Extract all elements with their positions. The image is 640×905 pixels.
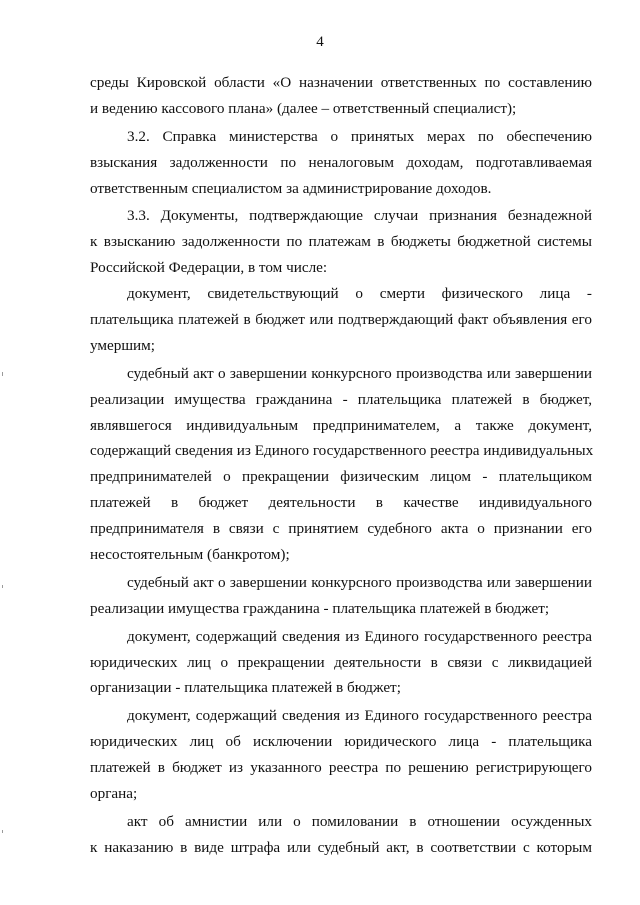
text-line: являвшегося индивидуальным предпринимателем, а также документ, <box>90 416 592 434</box>
text-line: умершим; <box>90 336 155 354</box>
text-line: предпринимателя в связи с принятием судебного акта о признании его <box>90 520 592 538</box>
text-line: 3.2. Справка министерства о принятых мерах по обеспечению <box>127 127 592 145</box>
text-line: реализации имущества гражданина - плательщика платежей в бюджет, <box>90 390 592 408</box>
text-line: организации - плательщика платежей в бюджет; <box>90 679 401 697</box>
text-line: документ, содержащий сведения из Единого государственного реестра <box>127 707 592 725</box>
scan-mark <box>2 372 3 376</box>
text-line: среды Кировской области «О назначении ответственных по составлению <box>90 74 592 91</box>
text-line: документ, содержащий сведения из Единого государственного реестра <box>127 627 592 645</box>
text-line: ответственным специалистом за администрирование доходов. <box>90 179 492 197</box>
scan-mark <box>2 585 3 588</box>
text-line: несостоятельным (банкротом); <box>90 546 290 564</box>
text-line: органа; <box>90 785 138 803</box>
text-line: документ, свидетельствующий о смерти физического лица - <box>127 285 592 303</box>
text-line: плательщика платежей в бюджет или подтверждающий факт объявления его <box>90 311 592 329</box>
text-line: реализации имущества гражданина - плательщика платежей в бюджет; <box>90 599 550 617</box>
text-line: предпринимателей о прекращении физическим лицом - плательщиком <box>90 468 592 486</box>
text-line: Российской Федерации, в том числе: <box>90 259 328 277</box>
text-line: платежей в бюджет деятельности в качестве индивидуального <box>90 494 592 512</box>
text-line: к наказанию в виде штрафа или судебный акт, в соответствии с которым <box>90 838 592 856</box>
text-line: акт об амнистии или о помиловании в отношении осужденных <box>127 812 592 830</box>
text-line: платежей в бюджет из указанного реестра по решению регистрирующего <box>90 759 592 777</box>
text-line: взыскания задолженности по неналоговым доходам, подготавливаемая <box>90 153 592 171</box>
scan-mark <box>2 830 3 833</box>
text-line: юридических лиц об исключении юридического лица - плательщика <box>90 733 592 751</box>
page-number: 4 <box>316 34 324 50</box>
text-line: 3.3. Документы, подтверждающие случаи признания безнадежной <box>127 207 592 225</box>
text-line: к взысканию задолженности по платежам в бюджеты бюджетной системы <box>90 233 592 251</box>
text-line: и ведению кассового плана» (далее – ответственный специалист); <box>90 99 517 117</box>
text-line: судебный акт о завершении конкурсного производства или завершении <box>127 573 592 591</box>
text-line: содержащий сведения из Единого государственного реестра индивидуальных <box>90 442 594 460</box>
text-line: судебный акт о завершении конкурсного производства или завершении <box>127 364 592 382</box>
document-body <box>90 70 592 861</box>
text-line: юридических лиц о прекращении деятельности в связи с ликвидацией <box>90 653 592 671</box>
